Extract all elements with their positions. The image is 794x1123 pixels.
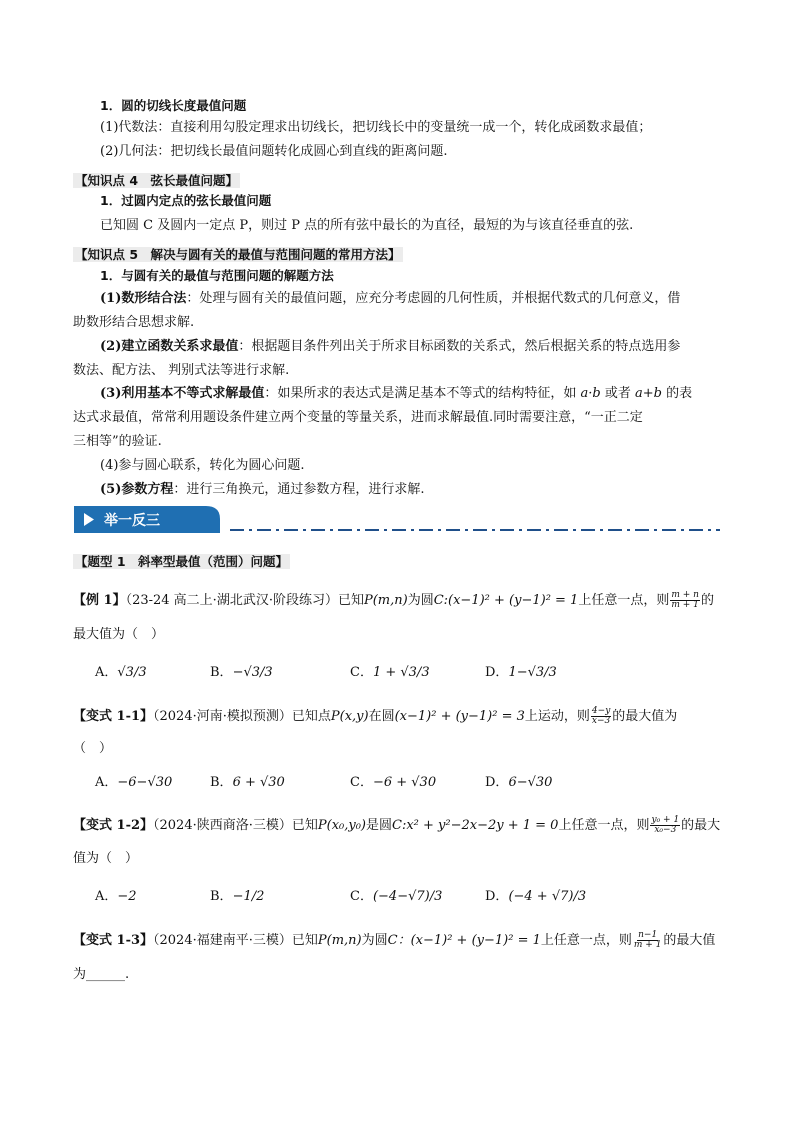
ex1-option-b[interactable]: B．−√3/3 [210,665,273,680]
var12-options [95,888,695,908]
kp5-method2-line2: 数法、配方法、 判别式法等进行求解. [73,363,290,378]
var11-option-b[interactable]: B．6 + √30 [210,775,285,790]
var13-line2: 为______. [73,967,130,982]
var11-option-c[interactable]: C．−6 + √30 [350,775,437,790]
kp4-heading: 1．过圆内定点的弦长最值问题 [100,193,272,208]
kp5-method3-line1: (3)利用基本不等式求解最值：如果所求的表达式是满足基本不等式的结构特征，如 a·b 或者 a+b 的表 [100,386,693,401]
kp5-method4: (4)参与圆心联系，转化为圆心问题. [100,458,305,473]
kp5-method1-line1: (1)数形结合法：处理与圆有关的最值问题，应充分考虑圆的几何性质，并根据代数式的几何意义，借 [100,291,681,306]
ex1-line1: 【例 1】（23-24 高二上·湖北武汉·阶段练习）已知P(m,n)为圆C:(x−1)² + (y−1)² = 1上任意一点，则 $\frac{m + n}{m + 1}$ 的 [73,590,714,610]
ex1-option-a[interactable]: A．√3/3 [95,665,147,680]
ex1-line2: 最大值为（ ） [73,627,165,642]
var12-option-c[interactable]: C．(−4−√7)/3 [350,889,443,904]
var12-option-a[interactable]: A．−2 [95,889,137,904]
ex1-option-c[interactable]: C．1 + √3/3 [350,665,430,680]
var11-line1: 【变式 1-1】（2024·河南·模拟预测）已知点P(x,y)在圆(x−1)² + (y−1)² = 3上运动，则 $\frac{4-y}{x-3}$ 的最大值为 [73,706,678,726]
ex1-option-d[interactable]: D．1−√3/3 [485,665,557,680]
kp5-heading: 1．与圆有关的最值与范围问题的解题方法 [100,268,334,283]
ex1-options [95,664,695,684]
var11-line2: （ ） [73,741,113,756]
kp5-method2-line1: (2)建立函数关系求最值：根据题目条件列出关于所求目标函数的关系式，然后根据关系的特点选用参 [100,339,681,354]
kp5-method5: (5)参数方程：进行三角换元，通过参数方程，进行求解. [100,482,425,497]
var12-line1: 【变式 1-2】（2024·陕西商洛·三模）已知P(x₀,y₀)是圆C:x² + y²−2x−2y + 1 = 0上任意一点，则 $\frac{\text{y₀ + 1}}{\text{x₀−3}}$ 的最大 [73,815,721,835]
kp4-tag: 【知识点 4 弦长最值问题】 [75,173,239,188]
section1-p1: (1)代数法：直接利用勾股定理求出切线长，把切线长中的变量统一成一个，转化成函数求最值； [100,120,652,135]
var11-option-d[interactable]: D．6−√30 [485,775,553,790]
section1-heading: 1．圆的切线长度最值问题 [100,98,247,113]
var13-line1: 【变式 1-3】（2024·福建南平·三模）已知P(m,n)为圆C：(x−1)² + (y−1)² = 1上任意一点，则 $\frac{n-1}{m + 1}$ 的最大值 [73,930,716,950]
var11-options [95,774,695,794]
section1-p2: (2)几何法：把切线长最值问题转化成圆心到直线的距离问题. [100,144,448,159]
banner-ribbon [74,506,220,533]
kp5-tag: 【知识点 5 解决与圆有关的最值与范围问题的常用方法】 [75,247,401,262]
banner-label: 举一反三 [104,513,160,529]
kp5-method1-line2: 助数形结合思想求解. [73,315,195,330]
var11-option-a[interactable]: A．−6−√30 [95,775,173,790]
var12-line2: 值为（ ） [73,851,139,866]
var12-option-d[interactable]: D．(−4 + √7)/3 [485,889,587,904]
var13-answer-blank[interactable]: ______ [86,967,126,982]
var12-option-b[interactable]: B．−1/2 [210,889,265,904]
kp5-method3-line2: 达式求最值，常常利用题设条件建立两个变量的等量关系，进而求解最值.同时需要注意，“一正二定 [73,410,643,425]
kp4-p1: 已知圆 C 及圆内一定点 P，则过 P 点的所有弦中最长的为直径，最短的为与该直径垂直的弦. [100,218,634,233]
banner-dash-divider [230,529,720,531]
type1-tag: 【题型 1 斜率型最值（范围）问题】 [75,554,289,569]
kp5-method3-line3: 三相等”的验证. [73,434,162,449]
